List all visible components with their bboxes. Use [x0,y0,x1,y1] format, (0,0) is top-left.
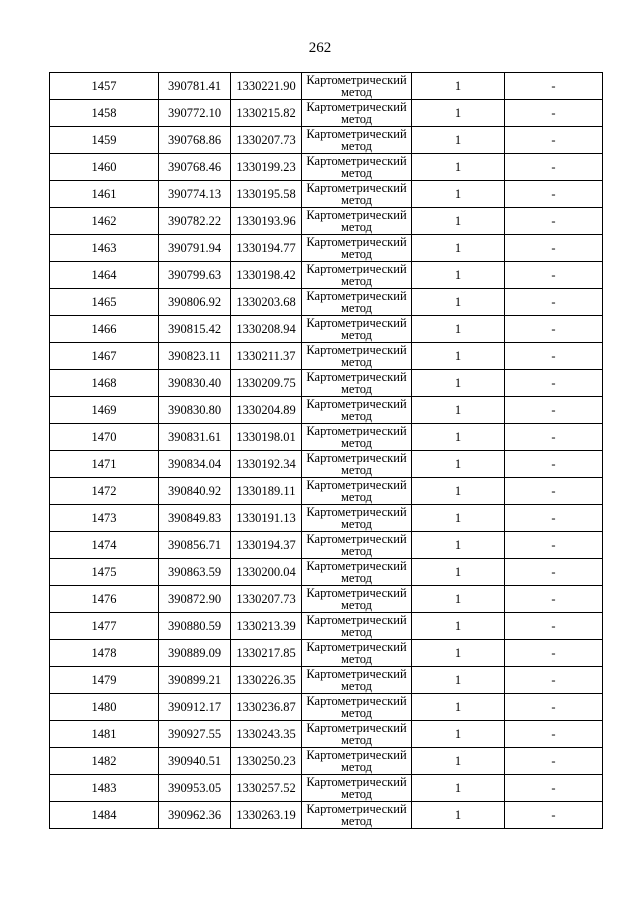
method-line1: Картометрический [306,478,407,492]
x-coordinate-cell: 390872.90 [159,586,231,613]
x-coordinate-cell: 390927.55 [159,721,231,748]
method-line1: Картометрический [306,181,407,195]
method-cell [302,532,412,559]
note-cell: - [505,181,603,208]
method-cell [302,370,412,397]
method-cell [302,640,412,667]
table-row [50,343,603,370]
note-cell: - [505,802,603,829]
point-number-cell: 1458 [50,100,159,127]
page-number: 262 [308,40,332,56]
note-cell: - [505,559,603,586]
value-cell: 1 [412,100,505,127]
method-line1: Картометрический [306,208,407,222]
point-number-cell: 1461 [50,181,159,208]
point-number-cell: 1474 [50,532,159,559]
y-coordinate-cell: 1330200.04 [231,559,302,586]
table-row [50,370,603,397]
note-cell: - [505,694,603,721]
method-line1: Картометрический [306,586,407,600]
x-coordinate-cell: 390834.04 [159,451,231,478]
y-coordinate-cell: 1330191.13 [231,505,302,532]
method-cell [302,478,412,505]
y-coordinate-cell: 1330211.37 [231,343,302,370]
x-coordinate-cell: 390840.92 [159,478,231,505]
method-line2: метод [340,490,372,504]
point-number-cell: 1465 [50,289,159,316]
point-number-cell: 1484 [50,802,159,829]
method-line1: Картометрический [306,343,407,357]
method-cell [302,721,412,748]
x-coordinate-cell: 390774.13 [159,181,231,208]
y-coordinate-cell: 1330199.23 [231,154,302,181]
method-line1: Картометрический [306,73,407,87]
value-cell: 1 [412,235,505,262]
method-line1: Картометрический [306,694,407,708]
point-number-cell: 1460 [50,154,159,181]
point-number-cell: 1483 [50,775,159,802]
method-line2: метод [340,328,372,342]
x-coordinate-cell: 390849.83 [159,505,231,532]
table-row [50,721,603,748]
note-cell: - [505,262,603,289]
note-cell: - [505,316,603,343]
value-cell: 1 [412,532,505,559]
point-number-cell: 1466 [50,316,159,343]
point-number-cell: 1478 [50,640,159,667]
table-row [50,316,603,343]
x-coordinate-cell: 390953.05 [159,775,231,802]
method-line1: Картометрический [306,640,407,654]
method-line1: Картометрический [306,451,407,465]
y-coordinate-cell: 1330263.19 [231,802,302,829]
x-coordinate-cell: 390831.61 [159,424,231,451]
table-row [50,775,603,802]
table-row [50,235,603,262]
value-cell: 1 [412,181,505,208]
value-cell: 1 [412,451,505,478]
method-cell [302,397,412,424]
method-line1: Картометрический [306,235,407,249]
y-coordinate-cell: 1330207.73 [231,127,302,154]
method-line1: Картометрический [306,100,407,114]
point-number-cell: 1459 [50,127,159,154]
point-number-cell: 1479 [50,667,159,694]
point-number-cell: 1471 [50,451,159,478]
method-line1: Картометрический [306,748,407,762]
table-row [50,289,603,316]
method-cell [302,775,412,802]
table-row [50,613,603,640]
method-cell [302,154,412,181]
point-number-cell: 1470 [50,424,159,451]
method-cell [302,586,412,613]
y-coordinate-cell: 1330198.01 [231,424,302,451]
note-cell: - [505,73,603,100]
value-cell: 1 [412,127,505,154]
point-number-cell: 1462 [50,208,159,235]
note-cell: - [505,208,603,235]
table-body [50,73,603,829]
point-number-cell: 1457 [50,73,159,100]
note-cell: - [505,478,603,505]
method-line2: метод [340,760,372,774]
point-number-cell: 1463 [50,235,159,262]
note-cell: - [505,370,603,397]
point-number-cell: 1472 [50,478,159,505]
table-row [50,586,603,613]
method-line1: Картометрический [306,289,407,303]
method-line1: Картометрический [306,559,407,573]
value-cell: 1 [412,613,505,640]
note-cell: - [505,451,603,478]
y-coordinate-cell: 1330213.39 [231,613,302,640]
value-cell: 1 [412,559,505,586]
note-cell: - [505,154,603,181]
method-line2: метод [340,301,372,315]
method-line2: метод [340,220,372,234]
point-number-cell: 1477 [50,613,159,640]
y-coordinate-cell: 1330194.37 [231,532,302,559]
method-cell [302,451,412,478]
y-coordinate-cell: 1330250.23 [231,748,302,775]
method-cell [302,694,412,721]
method-line2: метод [340,652,372,666]
method-cell [302,559,412,586]
y-coordinate-cell: 1330198.42 [231,262,302,289]
table-row [50,667,603,694]
method-cell [302,127,412,154]
x-coordinate-cell: 390806.92 [159,289,231,316]
x-coordinate-cell: 390768.86 [159,127,231,154]
value-cell: 1 [412,208,505,235]
method-line1: Картометрический [306,721,407,735]
x-coordinate-cell: 390772.10 [159,100,231,127]
y-coordinate-cell: 1330195.58 [231,181,302,208]
x-coordinate-cell: 390856.71 [159,532,231,559]
x-coordinate-cell: 390781.41 [159,73,231,100]
value-cell: 1 [412,289,505,316]
method-line2: метод [340,355,372,369]
method-line2: метод [340,139,372,153]
note-cell: - [505,667,603,694]
table-row [50,694,603,721]
y-coordinate-cell: 1330236.87 [231,694,302,721]
method-line2: метод [340,787,372,801]
y-coordinate-cell: 1330193.96 [231,208,302,235]
value-cell: 1 [412,478,505,505]
value-cell: 1 [412,721,505,748]
method-cell [302,181,412,208]
note-cell: - [505,289,603,316]
x-coordinate-cell: 390799.63 [159,262,231,289]
value-cell: 1 [412,667,505,694]
y-coordinate-cell: 1330243.35 [231,721,302,748]
method-cell [302,505,412,532]
table-row [50,262,603,289]
table-row [50,424,603,451]
y-coordinate-cell: 1330221.90 [231,73,302,100]
method-cell [302,262,412,289]
method-line2: метод [340,706,372,720]
method-line1: Картометрический [306,262,407,276]
method-cell [302,748,412,775]
note-cell: - [505,613,603,640]
method-line2: метод [340,274,372,288]
method-cell [302,424,412,451]
method-line1: Картометрический [306,667,407,681]
method-cell [302,343,412,370]
table-row [50,154,603,181]
value-cell: 1 [412,316,505,343]
y-coordinate-cell: 1330189.11 [231,478,302,505]
value-cell: 1 [412,802,505,829]
y-coordinate-cell: 1330226.35 [231,667,302,694]
method-cell [302,208,412,235]
point-number-cell: 1469 [50,397,159,424]
method-line2: метод [340,193,372,207]
table-row [50,559,603,586]
note-cell: - [505,397,603,424]
note-cell: - [505,505,603,532]
x-coordinate-cell: 390782.22 [159,208,231,235]
note-cell: - [505,424,603,451]
method-line1: Картометрический [306,316,407,330]
table-row [50,451,603,478]
point-number-cell: 1467 [50,343,159,370]
x-coordinate-cell: 390823.11 [159,343,231,370]
note-cell: - [505,343,603,370]
method-line2: метод [340,436,372,450]
value-cell: 1 [412,397,505,424]
x-coordinate-cell: 390830.40 [159,370,231,397]
method-line2: метод [340,679,372,693]
y-coordinate-cell: 1330208.94 [231,316,302,343]
table-row [50,478,603,505]
table-row [50,640,603,667]
note-cell: - [505,532,603,559]
note-cell: - [505,640,603,667]
method-line2: метод [340,571,372,585]
point-number-cell: 1475 [50,559,159,586]
x-coordinate-cell: 390962.36 [159,802,231,829]
method-line1: Картометрический [306,532,407,546]
x-coordinate-cell: 390899.21 [159,667,231,694]
method-line2: метод [340,544,372,558]
table-row [50,397,603,424]
method-line2: метод [340,166,372,180]
y-coordinate-cell: 1330204.89 [231,397,302,424]
y-coordinate-cell: 1330203.68 [231,289,302,316]
table-row [50,208,603,235]
point-number-cell: 1482 [50,748,159,775]
point-number-cell: 1468 [50,370,159,397]
table-row [50,100,603,127]
value-cell: 1 [412,73,505,100]
y-coordinate-cell: 1330215.82 [231,100,302,127]
value-cell: 1 [412,748,505,775]
method-cell [302,667,412,694]
value-cell: 1 [412,694,505,721]
table-row [50,532,603,559]
method-line2: метод [340,733,372,747]
method-line2: метод [340,598,372,612]
method-cell [302,802,412,829]
point-number-cell: 1480 [50,694,159,721]
point-number-cell: 1464 [50,262,159,289]
method-line1: Картометрический [306,397,407,411]
method-cell [302,613,412,640]
point-number-cell: 1481 [50,721,159,748]
method-line2: метод [340,85,372,99]
value-cell: 1 [412,154,505,181]
x-coordinate-cell: 390791.94 [159,235,231,262]
method-line2: метод [340,382,372,396]
method-line2: метод [340,247,372,261]
method-line2: метод [340,517,372,531]
table-row [50,127,603,154]
method-line2: метод [340,463,372,477]
value-cell: 1 [412,370,505,397]
x-coordinate-cell: 390830.80 [159,397,231,424]
method-line2: метод [340,814,372,828]
x-coordinate-cell: 390912.17 [159,694,231,721]
value-cell: 1 [412,640,505,667]
method-line1: Картометрический [306,505,407,519]
x-coordinate-cell: 390815.42 [159,316,231,343]
method-line1: Картометрический [306,127,407,141]
table-row [50,181,603,208]
method-line1: Картометрический [306,154,407,168]
table-row [50,505,603,532]
note-cell: - [505,100,603,127]
method-cell [302,73,412,100]
method-line2: метод [340,112,372,126]
y-coordinate-cell: 1330257.52 [231,775,302,802]
method-line2: метод [340,409,372,423]
value-cell: 1 [412,343,505,370]
y-coordinate-cell: 1330209.75 [231,370,302,397]
method-line1: Картометрический [306,802,407,816]
method-cell [302,316,412,343]
table-row [50,802,603,829]
note-cell: - [505,235,603,262]
point-number-cell: 1473 [50,505,159,532]
note-cell: - [505,127,603,154]
value-cell: 1 [412,262,505,289]
y-coordinate-cell: 1330207.73 [231,586,302,613]
value-cell: 1 [412,775,505,802]
note-cell: - [505,586,603,613]
value-cell: 1 [412,505,505,532]
method-line1: Картометрический [306,370,407,384]
y-coordinate-cell: 1330192.34 [231,451,302,478]
note-cell: - [505,721,603,748]
note-cell: - [505,748,603,775]
method-cell [302,235,412,262]
coordinates-table [49,72,603,829]
x-coordinate-cell: 390768.46 [159,154,231,181]
value-cell: 1 [412,424,505,451]
table-row [50,73,603,100]
y-coordinate-cell: 1330194.77 [231,235,302,262]
note-cell: - [505,775,603,802]
method-line1: Картометрический [306,613,407,627]
method-line1: Картометрический [306,424,407,438]
table-row [50,748,603,775]
y-coordinate-cell: 1330217.85 [231,640,302,667]
x-coordinate-cell: 390880.59 [159,613,231,640]
value-cell: 1 [412,586,505,613]
method-line1: Картометрический [306,775,407,789]
x-coordinate-cell: 390863.59 [159,559,231,586]
method-cell [302,100,412,127]
method-line2: метод [340,625,372,639]
point-number-cell: 1476 [50,586,159,613]
x-coordinate-cell: 390940.51 [159,748,231,775]
x-coordinate-cell: 390889.09 [159,640,231,667]
method-cell [302,289,412,316]
